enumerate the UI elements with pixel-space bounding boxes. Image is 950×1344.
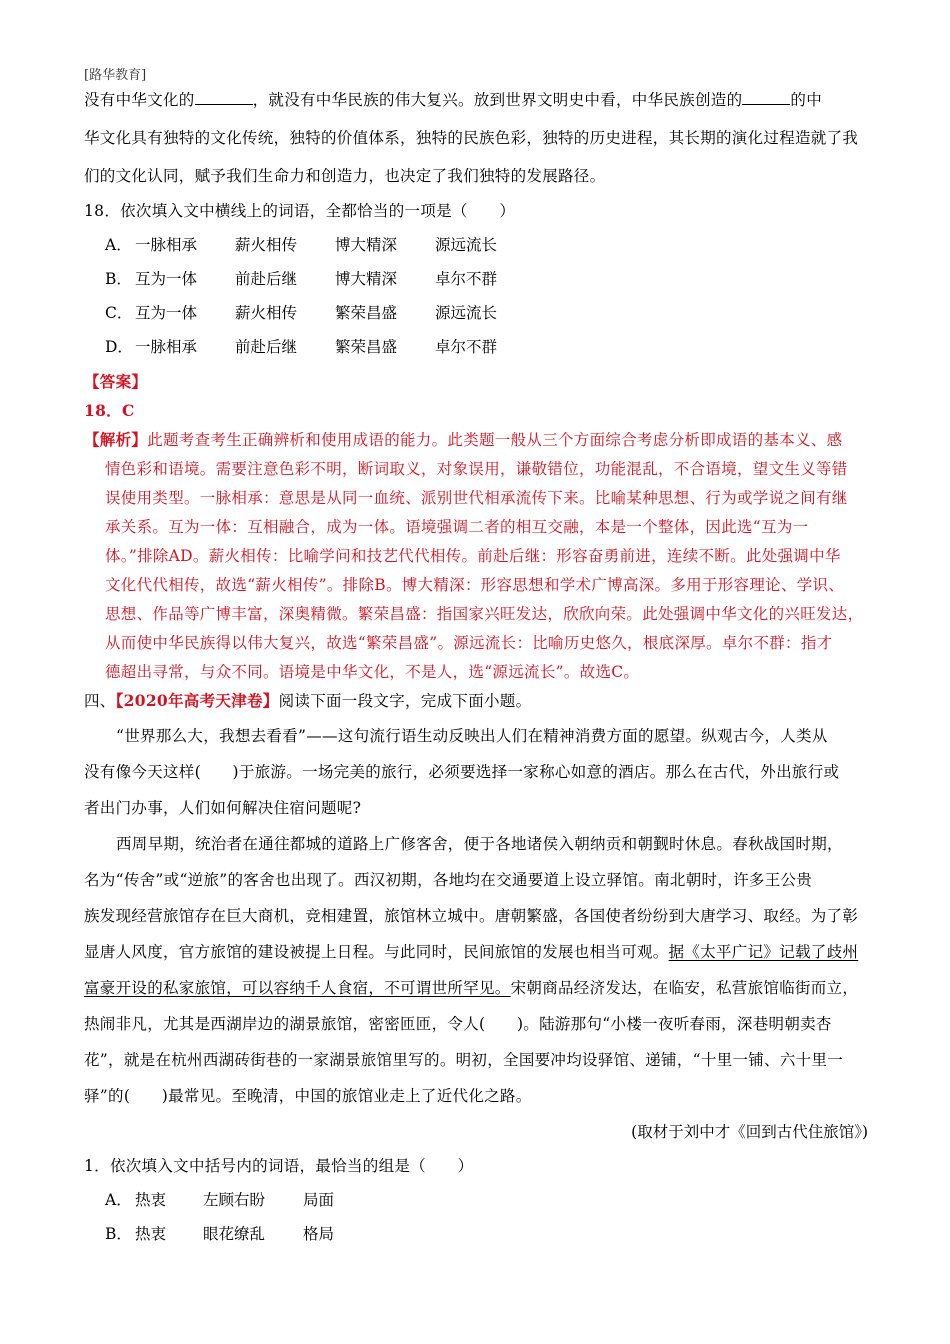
option-word: 格局 bbox=[303, 1225, 335, 1243]
reading-line: “世界那么大，我想去看看”——这句流行语生动反映出人们在精神消费方面的愿望。纵观古今，人类从 bbox=[116, 727, 828, 745]
reading-line bbox=[84, 976, 874, 998]
reading-line: 名为“传舍”或“逆旅”的客舍也出现了。西汉初期，各地均在交通要道上设立驿馆。南北朝时，许多王公贵 bbox=[84, 871, 813, 889]
option-word: 一脉相承 bbox=[135, 338, 198, 356]
analysis-line: 德超出寻常，与众不同。语境是中华文化，不是人，选“源远流长”。故选C。 bbox=[105, 663, 640, 681]
analysis-text: 此题考查考生正确辨析和使用成语的能力。此类题一般从三个方面综合考虑分析即成语的基本义、感 bbox=[147, 431, 843, 449]
analysis-line: 误使用类型。一脉相承：意思是从同一血统、派别世代相承流传下来。比喻某种思想、行为或学说之间有继 bbox=[105, 489, 848, 507]
reading-line bbox=[84, 940, 874, 962]
option-letter: A． bbox=[105, 236, 132, 254]
option-c[interactable] bbox=[105, 301, 497, 323]
option-word: 前赴后继 bbox=[235, 338, 298, 356]
option-word: 互为一体 bbox=[135, 270, 198, 288]
reading-line: 者出门办事，人们如何解决住宿问题呢? bbox=[84, 799, 362, 817]
option-letter: D． bbox=[105, 338, 133, 356]
section-title: 阅读下面一段文字，完成下面小题。 bbox=[278, 692, 532, 710]
option-word: 卓尔不群 bbox=[435, 270, 498, 288]
analysis-line: 体。”排除AD。薪火相传：比喻学问和技艺代代相传。前赴后继：形容奋勇前进，连续不断。此处强调中华 bbox=[105, 547, 841, 565]
reading-line: 族发现经营旅馆存在巨大商机，竞相建置，旅馆林立城中。唐朝繁盛，各国使者纷纷到大唐学习、取经。为了彰 bbox=[84, 907, 859, 925]
option-b[interactable] bbox=[105, 1222, 334, 1244]
option-b[interactable] bbox=[105, 267, 497, 289]
option-word: 前赴后继 bbox=[235, 270, 298, 288]
underlined-sentence: 据《太平广记》记载了歧州 bbox=[668, 943, 859, 961]
option-word: 局面 bbox=[303, 1191, 335, 1209]
analysis-line: 文化代代相传，故选“薪火相传”。排除B。博大精深：形容思想和学术广博高深。多用于形容理论、学识、 bbox=[105, 576, 845, 594]
analysis-line: 情色彩和语境。需要注意色彩不明，断词取义，对象误用，谦敬错位，功能混乱，不合语境，望文生义等错 bbox=[105, 460, 848, 478]
analysis-line: 承关系。互为一体：互相融合，成为一体。语境强调二者的相互交融，本是一个整体，因此选“互为一 bbox=[105, 518, 809, 536]
option-word: 博大精深 bbox=[335, 270, 398, 288]
exam-tag: 【2020年高考天津卷】 bbox=[115, 691, 279, 710]
option-word: 薪火相传 bbox=[235, 304, 298, 322]
option-word: 热衷 bbox=[135, 1225, 167, 1243]
option-a[interactable] bbox=[105, 1188, 334, 1210]
option-word: 繁荣昌盛 bbox=[335, 338, 398, 356]
option-word: 左顾右盼 bbox=[203, 1191, 266, 1209]
passage-text: 没有中华文化的 bbox=[84, 91, 195, 109]
option-d[interactable] bbox=[105, 335, 497, 357]
answer-label: 【答案】 bbox=[84, 372, 148, 391]
option-word: 薪火相传 bbox=[235, 236, 298, 254]
page-header: [路华教育] bbox=[84, 68, 147, 83]
analysis-line: 思想、作品等广博丰富，深奥精微。繁荣昌盛：指国家兴旺发达，欣欣向荣。此处强调中华文化的兴旺发达， bbox=[105, 605, 864, 623]
question-stem: 1．依次填入文中括号内的词语，最恰当的组是（ ） bbox=[84, 1157, 474, 1175]
analysis-line bbox=[84, 428, 874, 450]
passage-text: ，就没有中华民族的伟大复兴。放到世界文明史中看，中华民族创造的 bbox=[252, 91, 743, 109]
underlined-sentence: 富豪开设的私家旅馆，可以容纳千人食宿，不可谓世所罕见。 bbox=[84, 979, 511, 997]
option-word: 繁荣昌盛 bbox=[335, 304, 398, 322]
section-heading bbox=[84, 689, 874, 711]
option-word: 源远流长 bbox=[435, 236, 498, 254]
reading-text: 宋朝商品经济发达，在临安，私营旅馆临街而立， bbox=[510, 979, 859, 997]
option-letter: B． bbox=[105, 1225, 132, 1243]
option-letter: A． bbox=[105, 1191, 132, 1209]
reading-line: 花”，就是在杭州西湖砖街巷的一家湖景旅馆里写的。明初，全国要冲均设驿馆、递铺，“十里一铺、六十里一 bbox=[84, 1051, 844, 1069]
option-a[interactable] bbox=[105, 233, 497, 255]
section-prefix: 四、 bbox=[84, 692, 116, 710]
option-letter: C． bbox=[105, 304, 133, 322]
option-word: 一脉相承 bbox=[135, 236, 198, 254]
reading-text: 显唐人风度，官方旅馆的建设被提上日程。与此同时，民间旅馆的发展也相当可观。 bbox=[84, 943, 669, 961]
passage-line: 们的文化认同，赋予我们生命力和创造力，也决定了我们独特的发展路径。 bbox=[84, 167, 606, 185]
answer-value: 18．C bbox=[84, 401, 135, 420]
option-letter: B． bbox=[105, 270, 132, 288]
option-word: 卓尔不群 bbox=[435, 338, 498, 356]
option-word: 热衷 bbox=[135, 1191, 167, 1209]
analysis-label: 【解析】 bbox=[84, 430, 148, 449]
fill-blank bbox=[195, 90, 253, 105]
question-stem: 18．依次填入文中横线上的词语，全都恰当的一项是（ ） bbox=[84, 202, 516, 220]
option-word: 博大精深 bbox=[335, 236, 398, 254]
reading-line: 驿”的( )最常见。至晚清，中国的旅馆业走上了近代化之路。 bbox=[84, 1087, 532, 1105]
reading-line: 热闹非凡，尤其是西湖岸边的湖景旅馆，密密匝匝，令人( )。陆游那句“小楼一夜听春雨，深巷明朝卖杏 bbox=[84, 1015, 832, 1033]
analysis-line: 从而使中华民族得以伟大复兴，故选“繁荣昌盛”。源远流长：比喻历史悠久，根底深厚。卓尔不群：指才 bbox=[105, 634, 833, 652]
source-citation: (取材于刘中才《回到古代住旅馆》) bbox=[631, 1123, 868, 1141]
fill-blank bbox=[742, 90, 790, 105]
reading-line: 没有像今天这样( )于旅游。一场完美的旅行，必须要选择一家称心如意的酒店。那么在古代，外出旅行或 bbox=[84, 763, 840, 781]
option-word: 眼花缭乱 bbox=[203, 1225, 266, 1243]
passage-line: 华文化具有独特的文化传统，独特的价值体系，独特的民族色彩，独特的历史进程，其长期的演化过程造就了我 bbox=[84, 129, 859, 147]
passage-text: 的中 bbox=[790, 91, 823, 109]
reading-line: 西周早期，统治者在通往都城的道路上广修客舍，便于各地诸侯入朝纳贡和朝觐时休息。春秋战国时期， bbox=[116, 835, 843, 853]
option-word: 互为一体 bbox=[135, 304, 198, 322]
option-word: 源远流长 bbox=[435, 304, 498, 322]
passage-line bbox=[84, 88, 874, 110]
